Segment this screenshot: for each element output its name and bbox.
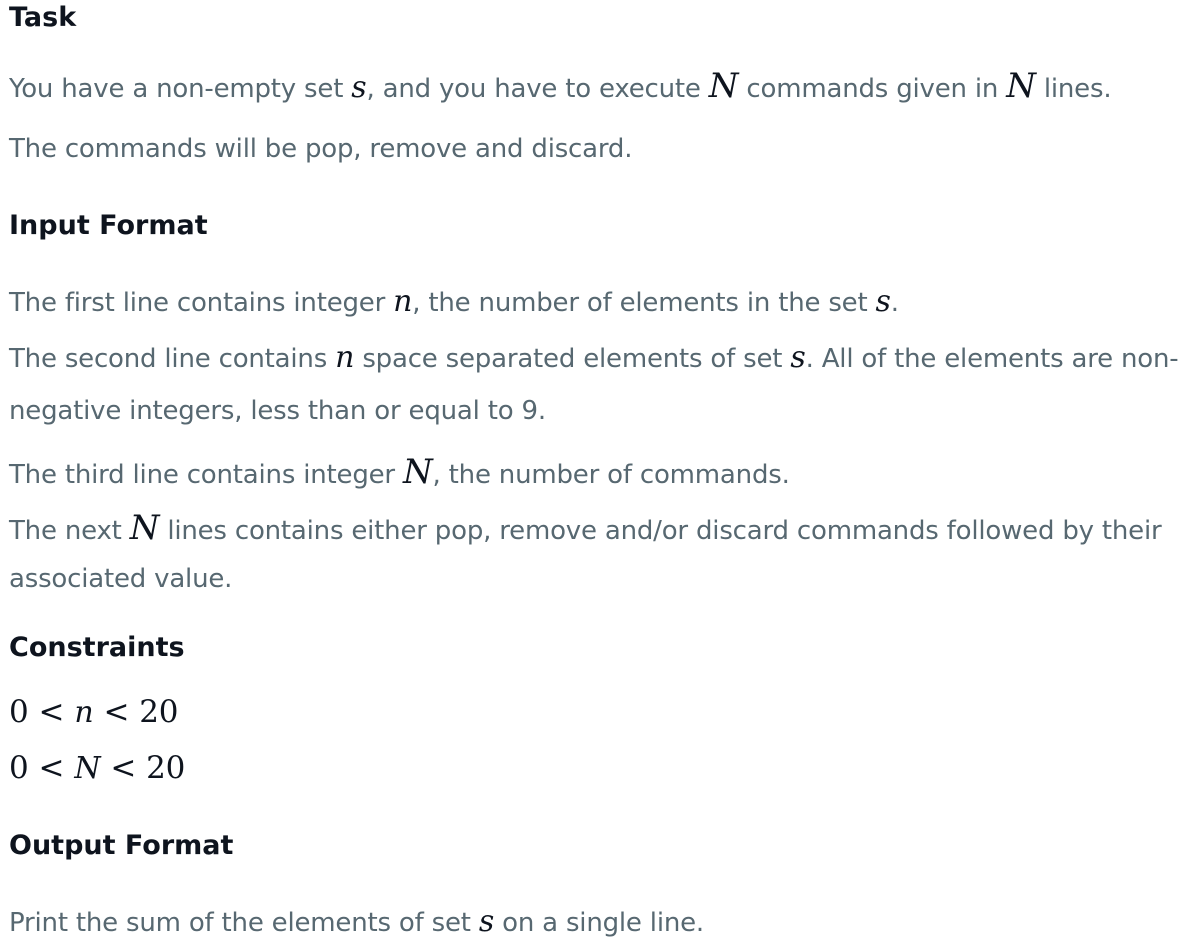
math-var: N <box>402 452 433 492</box>
math-number: 20 <box>139 694 179 730</box>
text: space separated elements of set <box>354 344 791 374</box>
math-number: 20 <box>146 750 186 786</box>
text: You have a non-empty set <box>9 74 352 104</box>
input-line-4-continued: associated value. <box>9 564 233 594</box>
constraint-1 <box>9 694 178 730</box>
math-var: N <box>708 66 739 106</box>
input-line-2 <box>9 340 1178 375</box>
math-var: n <box>393 284 413 319</box>
math-var: s <box>790 340 806 375</box>
input-format-heading: Input Format <box>9 210 208 241</box>
math-var: N <box>1006 66 1036 106</box>
math-var: N <box>129 508 160 548</box>
text: lines contains either pop, remove and/or discard commands followed by their <box>159 516 1162 546</box>
text: . All of the elements are non- <box>805 344 1179 374</box>
text: The next <box>9 516 130 546</box>
text: , the number of elements in the set <box>412 288 876 318</box>
output-line-1 <box>9 904 704 939</box>
math-number: 0 <box>9 694 29 730</box>
input-line-1 <box>9 284 899 319</box>
math-var: N <box>74 751 101 786</box>
text: lines. <box>1035 74 1112 104</box>
math-var: s <box>351 70 367 105</box>
text: The third line contains integer <box>9 460 403 490</box>
math-number: 0 <box>9 750 29 786</box>
input-line-2-continued: negative integers, less than or equal to 9. <box>9 396 546 426</box>
text: Print the sum of the elements of set <box>9 908 479 938</box>
math-var: n <box>335 340 355 375</box>
text: on a single line. <box>494 908 704 938</box>
math-operator: < <box>38 750 65 786</box>
text: The first line contains integer <box>9 288 394 318</box>
math-var: s <box>478 904 495 939</box>
constraints-heading: Constraints <box>9 632 185 663</box>
input-line-3 <box>9 452 790 492</box>
task-paragraph-1 <box>9 66 1111 106</box>
task-paragraph-2: The commands will be pop, remove and discard. <box>9 134 633 164</box>
math-var: s <box>875 284 891 319</box>
text: , the number of commands. <box>432 460 790 490</box>
math-operator: < <box>103 694 130 730</box>
text: The second line contains <box>9 344 336 374</box>
text: , and you have to execute <box>366 74 709 104</box>
math-var: n <box>74 695 94 730</box>
constraint-2 <box>9 750 185 786</box>
math-operator: < <box>110 750 137 786</box>
input-line-4 <box>9 508 1161 548</box>
output-format-heading: Output Format <box>9 830 234 861</box>
task-heading: Task <box>9 2 77 33</box>
math-operator: < <box>38 694 65 730</box>
text: . <box>890 288 899 318</box>
text: commands given in <box>738 74 1007 104</box>
